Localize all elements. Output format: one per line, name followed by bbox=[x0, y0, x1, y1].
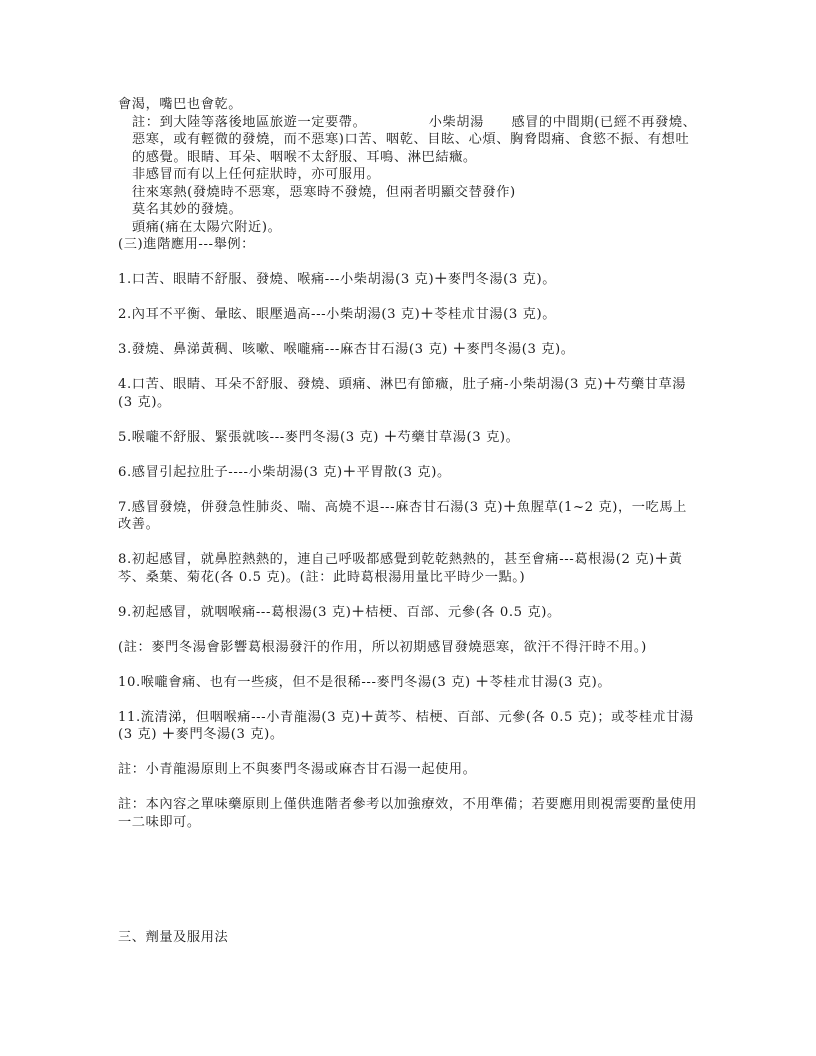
example-item bbox=[118, 306, 700, 324]
example-text: 6.感冒引起拉肚子----小柴胡湯(3 克) bbox=[118, 464, 343, 480]
example-text: 魚腥草(1~2 克)，一吃馬上改善。 bbox=[118, 499, 687, 532]
note-single-herb: 註：本內容之單味藥原則上僅供進階者參考以加強療效，不用準備；若要應用則視需要酌量使用一二味即可。 bbox=[118, 797, 698, 830]
example-text: 麥門冬湯(3 克)。 bbox=[466, 342, 575, 357]
example-text: 桔梗、百部、元參(各 0.5 克)。 bbox=[365, 604, 561, 620]
example-text: 2.內耳不平衡、暈眩、眼壓過高---小柴胡湯(3 克) bbox=[118, 307, 421, 322]
document-body bbox=[118, 96, 700, 831]
example-text: 8.初起感冒，就鼻腔熱熱的，連自己呼吸都感覺到乾乾熱熱的，甚至會痛---葛根湯(2 克) bbox=[118, 552, 655, 567]
section-heading-dosage: 三、劑量及服用法 bbox=[118, 930, 229, 946]
plus-icon: ＋ bbox=[383, 429, 398, 445]
example-item bbox=[118, 499, 700, 534]
plus-icon: ＋ bbox=[603, 377, 618, 392]
example-item bbox=[118, 341, 700, 359]
example-text: 5.喉嚨不舒服、緊張就咳---麥門冬湯(3 克) bbox=[118, 429, 384, 445]
example-item bbox=[118, 709, 700, 744]
example-text: 4.口苦、眼睛、耳朵不舒服、發燒、頭痛、淋巴有節癓，肚子痛-小柴胡湯(3 克) bbox=[118, 377, 604, 392]
plus-icon: ＋ bbox=[161, 727, 176, 742]
intro-line: 往來寒熱(發燒時不惡寒，惡寒時不發燒，但兩者明顯交替發作) bbox=[132, 184, 516, 200]
plus-icon: ＋ bbox=[475, 674, 490, 690]
plus-icon: ＋ bbox=[452, 342, 467, 357]
note-qinglong: 註：小青龍湯原則上不與麥門冬湯或麻杏甘石湯一起使用。 bbox=[118, 762, 477, 777]
example-text: 麥門冬湯(3 克)。 bbox=[175, 727, 284, 742]
plus-icon: ＋ bbox=[342, 464, 357, 480]
note-maimendong: (註：麥門冬湯會影響葛根湯發汗的作用，所以初期感冒發燒惡寒，欲汗不得汗時不用。) bbox=[118, 639, 647, 655]
example-text: 麥門冬湯(3 克)。 bbox=[447, 272, 556, 287]
example-text: 10.喉嚨會痛、也有一些痰，但不是很稀---麥門冬湯(3 克) bbox=[118, 674, 476, 690]
plus-icon: ＋ bbox=[503, 499, 517, 515]
intro-line: 會渴，嘴巴也會乾。 bbox=[118, 97, 243, 112]
intro-line: 頭痛(痛在太陽穴附近)。 bbox=[132, 219, 282, 235]
example-item bbox=[118, 674, 700, 692]
example-item bbox=[118, 376, 700, 411]
example-text: 苓桂朮甘湯(3 克)。 bbox=[489, 674, 612, 690]
example-item bbox=[118, 429, 700, 447]
example-text: 1.口苦、眼睛不舒服、發燒、喉痛---小柴胡湯(3 克) bbox=[118, 272, 435, 287]
example-text: 平胃散(3 克)。 bbox=[356, 464, 451, 480]
plus-icon: ＋ bbox=[654, 552, 669, 567]
intro-line: 莫名其妙的發燒。 bbox=[132, 202, 243, 217]
section-heading: (三)進階應用---舉例： bbox=[118, 237, 255, 252]
example-item bbox=[118, 604, 700, 622]
example-text: 黃芩、桑葉、菊花(各 0.5 克)。(註：此時葛根湯用量比平時少一點。) bbox=[118, 552, 683, 585]
example-text: 11.流清涕，但咽喉痛---小青龍湯(3 克) bbox=[118, 709, 361, 725]
plus-icon: ＋ bbox=[360, 709, 375, 725]
example-text: 黃芩、桔梗、百部、元參(各 0.5 克)；或苓桂朮甘湯(3 克) bbox=[118, 709, 694, 742]
example-text: 苓桂朮甘湯(3 克)。 bbox=[434, 307, 556, 322]
plus-icon: ＋ bbox=[420, 307, 435, 322]
example-text: 芍藥甘草湯(3 克)。 bbox=[397, 429, 520, 445]
example-text: 3.發燒、鼻涕黃稠、咳嗽、喉嚨痛---麻杏甘石湯(3 克) bbox=[118, 342, 453, 357]
example-text: 7.感冒發燒，併發急性肺炎、喘、高燒不退---麻杏甘石湯(3 克) bbox=[118, 499, 504, 515]
example-item bbox=[118, 551, 700, 586]
intro-line: 非感冒而有以上任何症狀時，亦可服用。 bbox=[132, 167, 381, 182]
plus-icon: ＋ bbox=[434, 272, 448, 287]
example-item bbox=[118, 464, 700, 482]
example-text: 9.初起感冒，就咽喉痛---葛根湯(3 克) bbox=[118, 604, 352, 620]
intro-note-paragraph: 註：到大陸等落後地區旅遊一定要帶。 小柴胡湯 感冒的中間期(已經不再發燒、惡寒，或有輕微的發燒，而不惡寒)口苦、咽乾、目眩、心煩、胸脅悶痛、食慾不振、有想吐的感覺。眼睛、耳朵、咽喉不太舒服、耳鳴、淋巴結癓。 bbox=[132, 114, 697, 165]
plus-icon: ＋ bbox=[351, 604, 366, 620]
example-text: 芍藥甘草湯(3 克)。 bbox=[118, 377, 687, 410]
example-item bbox=[118, 271, 700, 289]
